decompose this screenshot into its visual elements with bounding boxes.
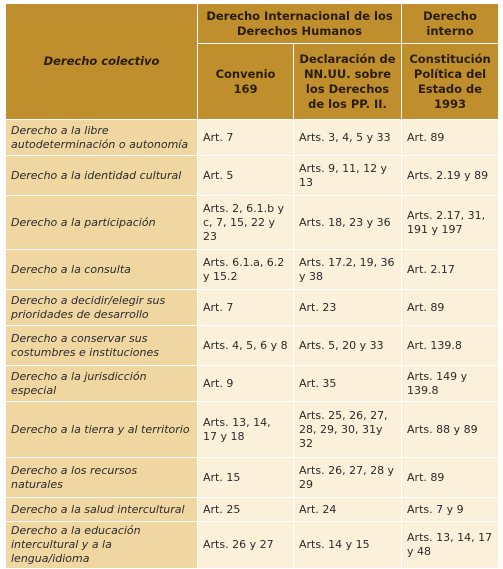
cell-derecho: Derecho a la tierra y al territorio: [6, 402, 198, 458]
cell-constitucion: Arts. 2.19 y 89: [402, 156, 499, 196]
cell-derecho: Derecho a la salud intercultural: [6, 498, 198, 522]
cell-declaracion: Arts. 17.2, 19, 36 y 38: [294, 250, 402, 290]
cell-convenio: Arts. 26 y 27: [198, 522, 294, 569]
cell-declaracion: Arts. 25, 26, 27, 28, 29, 30, 31y 32: [294, 402, 402, 458]
cell-convenio: Art. 15: [198, 458, 294, 498]
table-row: [6, 498, 499, 522]
cell-declaracion: Arts. 5, 20 y 33: [294, 326, 402, 366]
cell-constitucion: Arts. 7 y 9: [402, 498, 499, 522]
header-constitucion-1993: Constitución Política del Estado de 1993: [402, 44, 499, 120]
cell-declaracion: Art. 24: [294, 498, 402, 522]
cell-constitucion: Art. 139.8: [402, 326, 499, 366]
table-row: [6, 250, 499, 290]
cell-convenio: Art. 7: [198, 290, 294, 326]
header-group-international: Derecho Internacional de los Derechos Humanos: [198, 4, 402, 44]
cell-derecho: Derecho a decidir/elegir sus prioridades de desarrollo: [6, 290, 198, 326]
cell-declaracion: Arts. 9, 11, 12 y 13: [294, 156, 402, 196]
table-row: [6, 326, 499, 366]
cell-derecho: Derecho a la consulta: [6, 250, 198, 290]
cell-derecho: Derecho a la libre autodeterminación o autonomía: [6, 120, 198, 156]
cell-derecho: Derecho a la jurisdicción especial: [6, 366, 198, 402]
cell-constitucion: Art. 2.17: [402, 250, 499, 290]
header-convenio-169: Convenio 169: [198, 44, 294, 120]
cell-convenio: Arts. 6.1.a, 6.2 y 15.2: [198, 250, 294, 290]
table-row: [6, 366, 499, 402]
header-group-internal: Derecho interno: [402, 4, 499, 44]
cell-constitucion: Art. 89: [402, 120, 499, 156]
cell-declaracion: Art. 35: [294, 366, 402, 402]
cell-convenio: Art. 7: [198, 120, 294, 156]
cell-declaracion: Arts. 18, 23 y 36: [294, 196, 402, 250]
cell-constitucion: Arts. 88 y 89: [402, 402, 499, 458]
header-declaracion-nnuu: Declaración de NN.UU. sobre los Derechos de los PP. II.: [294, 44, 402, 120]
cell-derecho: Derecho a la educación intercultural y a la lengua/idioma: [6, 522, 198, 569]
header-derecho-colectivo: Derecho colectivo: [6, 4, 198, 120]
cell-declaracion: Arts. 26, 27, 28 y 29: [294, 458, 402, 498]
cell-constitucion: Arts. 149 y 139.8: [402, 366, 499, 402]
cell-constitucion: Art. 89: [402, 458, 499, 498]
table-row: [6, 402, 499, 458]
cell-declaracion: Arts. 14 y 15: [294, 522, 402, 569]
cell-convenio: Arts. 2, 6.1.b y c, 7, 15, 22 y 23: [198, 196, 294, 250]
cell-declaracion: Art. 23: [294, 290, 402, 326]
cell-constitucion: Art. 89: [402, 290, 499, 326]
table-row: [6, 120, 499, 156]
cell-convenio: Art. 25: [198, 498, 294, 522]
cell-constitucion: Arts. 2.17, 31, 191 y 197: [402, 196, 499, 250]
cell-convenio: Arts. 4, 5, 6 y 8: [198, 326, 294, 366]
cell-derecho: Derecho a la identidad cultural: [6, 156, 198, 196]
cell-convenio: Art. 5: [198, 156, 294, 196]
cell-derecho: Derecho a conservar sus costumbres e instituciones: [6, 326, 198, 366]
cell-convenio: Arts. 13, 14, 17 y 18: [198, 402, 294, 458]
cell-derecho: Derecho a la participación: [6, 196, 198, 250]
table-row: [6, 156, 499, 196]
rights-table: [5, 3, 499, 569]
table-row: [6, 458, 499, 498]
cell-constitucion: Arts. 13, 14, 17 y 48: [402, 522, 499, 569]
cell-declaracion: Arts. 3, 4, 5 y 33: [294, 120, 402, 156]
cell-derecho: Derecho a los recursos naturales: [6, 458, 198, 498]
table-row: [6, 522, 499, 569]
cell-convenio: Art. 9: [198, 366, 294, 402]
table-row: [6, 196, 499, 250]
table-row: [6, 290, 499, 326]
